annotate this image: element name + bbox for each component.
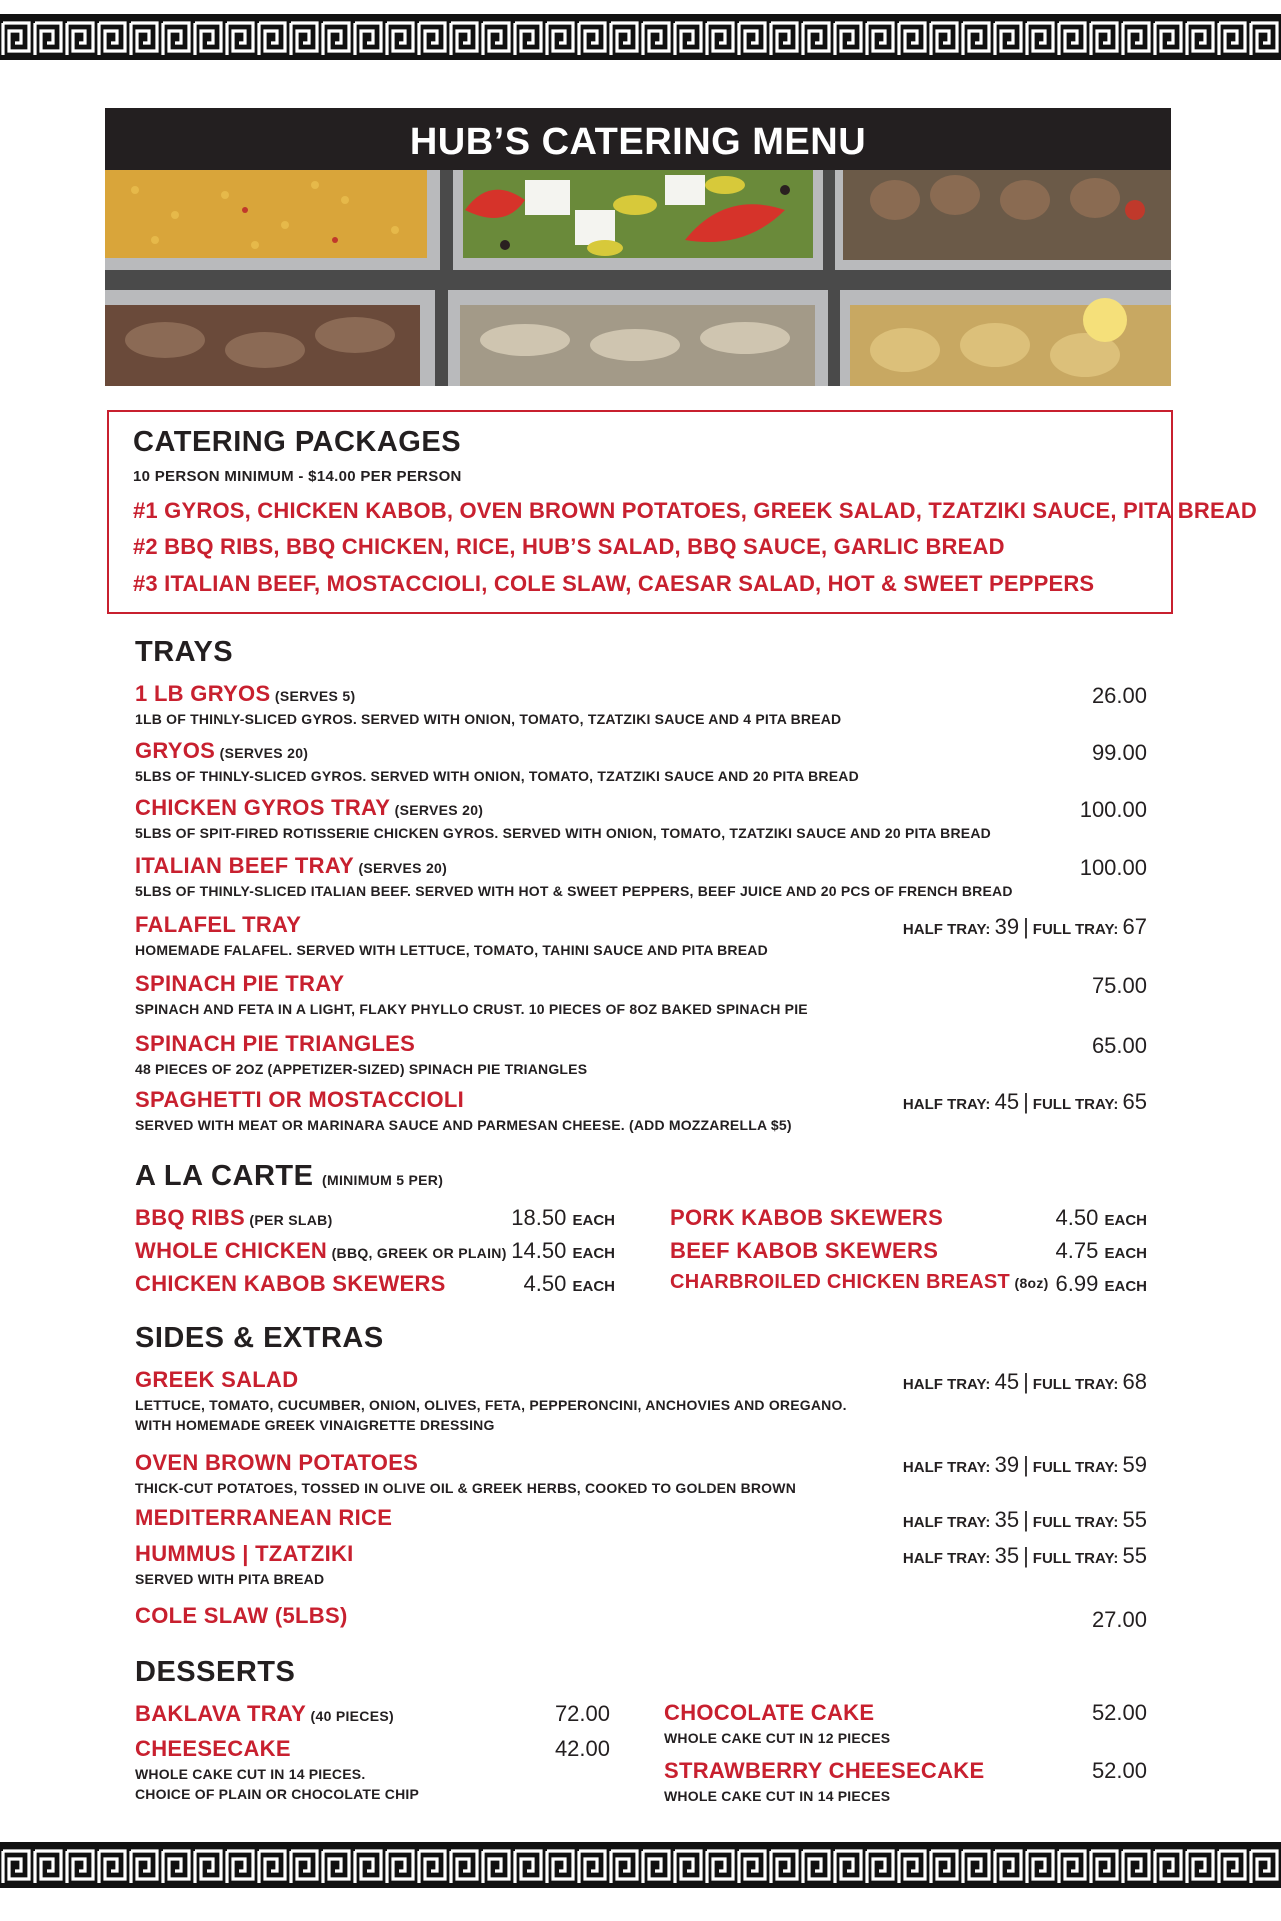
price-unit: EACH bbox=[1104, 1245, 1147, 1262]
packages-title: CATERING PACKAGES bbox=[133, 426, 462, 458]
side-item bbox=[135, 1450, 1147, 1496]
half-tray-price: 35 bbox=[994, 1543, 1020, 1568]
price-divider: | bbox=[1023, 1507, 1029, 1532]
alacarte-title bbox=[135, 1160, 443, 1193]
item-name: PORK KABOB SKEWERS bbox=[670, 1205, 944, 1230]
price-unit: EACH bbox=[572, 1278, 615, 1295]
price-unit: EACH bbox=[572, 1245, 615, 1262]
item-serves: (SERVES 5) bbox=[274, 688, 356, 704]
item-description: WHOLE CAKE CUT IN 14 PIECES. bbox=[135, 1766, 366, 1782]
price-value: 14.50 bbox=[511, 1238, 567, 1263]
alacarte-note: (MINIMUM 5 PER) bbox=[322, 1172, 444, 1188]
item-note: (BBQ, GREEK OR PLAIN) bbox=[331, 1245, 507, 1261]
tray-item bbox=[135, 795, 1147, 841]
price-value: 6.99 bbox=[1055, 1271, 1099, 1296]
price-value: 18.50 bbox=[511, 1205, 567, 1230]
item-name: FALAFEL TRAY bbox=[135, 912, 302, 937]
item-name: SPINACH PIE TRIANGLES bbox=[135, 1031, 416, 1056]
item-name: BBQ RIBS bbox=[135, 1205, 245, 1230]
item-description: 1LB OF THINLY-SLICED GYROS. SERVED WITH ONION, TOMATO, TZATZIKI SAUCE AND 4 PITA BREAD bbox=[135, 711, 842, 727]
item-description: THICK-CUT POTATOES, TOSSED IN OLIVE OIL & GREEK HERBS, COOKED TO GOLDEN BROWN bbox=[135, 1480, 796, 1496]
item-description: HOMEMADE FALAFEL. SERVED WITH LETTUCE, TOMATO, TAHINI SAUCE AND PITA BREAD bbox=[135, 942, 768, 958]
full-tray-label: FULL TRAY: bbox=[1032, 1376, 1119, 1393]
full-tray-label: FULL TRAY: bbox=[1032, 1514, 1119, 1531]
item-name: COLE SLAW (5LBS) bbox=[135, 1603, 348, 1628]
price-divider: | bbox=[1023, 1543, 1029, 1568]
tray-item bbox=[135, 853, 1147, 899]
item-price bbox=[1056, 1205, 1147, 1231]
item-description: WHOLE CAKE CUT IN 14 PIECES bbox=[664, 1788, 891, 1804]
item-price: 75.00 bbox=[1091, 973, 1147, 998]
full-tray-label: FULL TRAY: bbox=[1032, 1459, 1119, 1476]
side-item bbox=[135, 1603, 1147, 1632]
half-tray-label: HALF TRAY: bbox=[902, 1096, 991, 1113]
dessert-item bbox=[664, 1700, 1147, 1746]
item-price: 100.00 bbox=[1079, 855, 1147, 880]
full-tray-label: FULL TRAY: bbox=[1032, 1550, 1119, 1567]
item-name: CHARBROILED CHICKEN BREAST bbox=[670, 1271, 1011, 1293]
half-tray-label: HALF TRAY: bbox=[902, 1376, 991, 1393]
price-value: 4.50 bbox=[523, 1271, 567, 1296]
item-name: CHICKEN GYROS TRAY bbox=[135, 795, 391, 820]
full-tray-label: FULL TRAY: bbox=[1032, 1096, 1119, 1113]
price-unit: EACH bbox=[1104, 1278, 1147, 1295]
package-3: #3 ITALIAN BEEF, MOSTACCIOLI, COLE SLAW, CAESAR SALAD, HOT & SWEET PEPPERS bbox=[133, 571, 1095, 596]
half-tray-price: 39 bbox=[994, 1452, 1020, 1477]
item-name: CHICKEN KABOB SKEWERS bbox=[135, 1271, 446, 1296]
item-description-2: CHOICE OF PLAIN OR CHOCOLATE CHIP bbox=[135, 1786, 420, 1802]
item-description: SPINACH AND FETA IN A LIGHT, FLAKY PHYLLO CRUST. 10 PIECES OF 8OZ BAKED SPINACH PIE bbox=[135, 1001, 808, 1017]
full-tray-price: 59 bbox=[1122, 1452, 1147, 1477]
half-tray-price: 35 bbox=[994, 1507, 1020, 1532]
side-item bbox=[135, 1505, 1147, 1531]
side-item bbox=[135, 1541, 1147, 1587]
item-name: 1 LB GRYOS bbox=[135, 681, 271, 706]
item-name: SPINACH PIE TRAY bbox=[135, 971, 345, 996]
tray-item bbox=[135, 1031, 1147, 1077]
item-name: GRYOS bbox=[135, 738, 216, 763]
price-unit: EACH bbox=[572, 1212, 615, 1229]
item-description: WHOLE CAKE CUT IN 12 PIECES bbox=[664, 1730, 891, 1746]
catering-trays-photo bbox=[105, 170, 1171, 386]
item-description: 5LBS OF THINLY-SLICED ITALIAN BEEF. SERVED WITH HOT & SWEET PEPPERS, BEEF JUICE AND 20 PCS OF FRENCH BREAD bbox=[135, 883, 1013, 899]
tray-item bbox=[135, 1087, 1147, 1133]
half-tray-price: 39 bbox=[994, 914, 1020, 939]
tray-item bbox=[135, 738, 1147, 784]
tray-price bbox=[903, 1089, 1147, 1115]
tray-price bbox=[903, 1452, 1147, 1478]
item-description: LETTUCE, TOMATO, CUCUMBER, ONION, OLIVES, FETA, PEPPERONCINI, ANCHOVIES AND OREGANO. bbox=[135, 1397, 847, 1413]
alacarte-item bbox=[670, 1271, 1147, 1294]
item-price: 100.00 bbox=[1079, 797, 1147, 822]
item-name: GREEK SALAD bbox=[135, 1367, 299, 1392]
item-note: (8oz) bbox=[1014, 1275, 1049, 1291]
full-tray-label: FULL TRAY: bbox=[1032, 921, 1119, 938]
alacarte-item bbox=[135, 1271, 615, 1297]
price-divider: | bbox=[1023, 1452, 1029, 1477]
item-price: 26.00 bbox=[1091, 683, 1147, 708]
item-name: MEDITERRANEAN RICE bbox=[135, 1505, 393, 1530]
dessert-item bbox=[135, 1701, 610, 1727]
half-tray-label: HALF TRAY: bbox=[902, 1550, 991, 1567]
item-price: 52.00 bbox=[1091, 1758, 1147, 1783]
alacarte-item bbox=[135, 1205, 615, 1231]
alacarte-item bbox=[670, 1238, 1147, 1264]
tray-price bbox=[903, 1369, 1147, 1395]
half-tray-label: HALF TRAY: bbox=[902, 921, 991, 938]
item-name: BAKLAVA TRAY bbox=[135, 1701, 307, 1726]
item-serves: (SERVES 20) bbox=[219, 745, 309, 761]
greek-key-border-bottom bbox=[0, 1842, 1281, 1888]
item-price bbox=[1056, 1271, 1147, 1297]
header-banner bbox=[105, 108, 1171, 386]
price-value: 4.50 bbox=[1055, 1205, 1099, 1230]
dessert-item bbox=[135, 1736, 610, 1802]
package-2: #2 BBQ RIBS, BBQ CHICKEN, RICE, HUB’S SALAD, BBQ SAUCE, GARLIC BREAD bbox=[133, 534, 1005, 559]
desserts-title: DESSERTS bbox=[135, 1656, 296, 1688]
item-description: 5LBS OF THINLY-SLICED GYROS. SERVED WITH ONION, TOMATO, TZATZIKI SAUCE AND 20 PITA BREAD bbox=[135, 768, 859, 784]
item-price bbox=[524, 1271, 615, 1297]
item-note: (PER SLAB) bbox=[249, 1212, 333, 1228]
item-description: 5LBS OF SPIT-FIRED ROTISSERIE CHICKEN GYROS. SERVED WITH ONION, TOMATO, TZATZIKI SAUCE AND 20 PITA BREAD bbox=[135, 825, 991, 841]
greek-key-border-top bbox=[0, 14, 1281, 60]
tray-item bbox=[135, 681, 1147, 727]
price-divider: | bbox=[1023, 914, 1029, 939]
item-price: 42.00 bbox=[554, 1736, 610, 1761]
alacarte-item bbox=[135, 1238, 615, 1264]
item-price: 99.00 bbox=[1091, 740, 1147, 765]
item-price bbox=[511, 1238, 615, 1264]
tray-item bbox=[135, 971, 1147, 1017]
price-divider: | bbox=[1023, 1369, 1029, 1394]
item-serves: (SERVES 20) bbox=[394, 802, 484, 818]
item-name: CHEESECAKE bbox=[135, 1736, 291, 1761]
menu-title: HUB’S CATERING MENU bbox=[105, 108, 1171, 170]
item-note: (40 PIECES) bbox=[310, 1708, 394, 1724]
item-description: SERVED WITH MEAT OR MARINARA SAUCE AND PARMESAN CHEESE. (ADD MOZZARELLA $5) bbox=[135, 1117, 792, 1133]
alacarte-heading: A LA CARTE bbox=[135, 1160, 314, 1192]
half-tray-price: 45 bbox=[994, 1089, 1020, 1114]
trays-title: TRAYS bbox=[135, 636, 234, 668]
tray-price bbox=[903, 1507, 1147, 1533]
sides-title: SIDES & EXTRAS bbox=[135, 1322, 384, 1354]
price-unit: EACH bbox=[1104, 1212, 1147, 1229]
item-price bbox=[511, 1205, 615, 1231]
item-name: HUMMUS | TZATZIKI bbox=[135, 1541, 354, 1566]
item-name: WHOLE CHICKEN bbox=[135, 1238, 328, 1263]
item-name: CHOCOLATE CAKE bbox=[664, 1700, 875, 1725]
half-tray-label: HALF TRAY: bbox=[902, 1514, 991, 1531]
item-name: OVEN BROWN POTATOES bbox=[135, 1450, 419, 1475]
full-tray-price: 67 bbox=[1122, 914, 1147, 939]
tray-item bbox=[135, 912, 1147, 958]
item-price: 72.00 bbox=[554, 1701, 610, 1726]
dessert-item bbox=[664, 1758, 1147, 1804]
item-description: 48 PIECES OF 2OZ (APPETIZER-SIZED) SPINACH PIE TRIANGLES bbox=[135, 1061, 588, 1077]
half-tray-label: HALF TRAY: bbox=[902, 1459, 991, 1476]
price-divider: | bbox=[1023, 1089, 1029, 1114]
package-1: #1 GYROS, CHICKEN KABOB, OVEN BROWN POTATOES, GREEK SALAD, TZATZIKI SAUCE, PITA BREAD bbox=[133, 498, 1257, 523]
catering-packages-box bbox=[107, 410, 1257, 614]
item-price: 65.00 bbox=[1091, 1033, 1147, 1058]
full-tray-price: 65 bbox=[1122, 1089, 1147, 1114]
item-description: SERVED WITH PITA BREAD bbox=[135, 1571, 325, 1587]
full-tray-price: 68 bbox=[1122, 1369, 1147, 1394]
item-name: BEEF KABOB SKEWERS bbox=[670, 1238, 939, 1263]
full-tray-price: 55 bbox=[1122, 1507, 1147, 1532]
item-price: 52.00 bbox=[1091, 1700, 1147, 1725]
tray-price bbox=[903, 1543, 1147, 1569]
packages-note: 10 PERSON MINIMUM - $14.00 PER PERSON bbox=[133, 468, 462, 485]
price-value: 4.75 bbox=[1055, 1238, 1099, 1263]
half-tray-price: 45 bbox=[994, 1369, 1020, 1394]
item-name: SPAGHETTI OR MOSTACCIOLI bbox=[135, 1087, 465, 1112]
full-tray-price: 55 bbox=[1122, 1543, 1147, 1568]
item-description-2: WITH HOMEMADE GREEK VINAIGRETTE DRESSING bbox=[135, 1417, 495, 1433]
item-name: STRAWBERRY CHEESECAKE bbox=[664, 1758, 985, 1783]
item-price bbox=[1056, 1238, 1147, 1264]
alacarte-item bbox=[670, 1205, 1147, 1231]
tray-price bbox=[903, 914, 1147, 940]
item-price: 27.00 bbox=[1091, 1607, 1147, 1632]
item-serves: (SERVES 20) bbox=[358, 860, 448, 876]
item-name: ITALIAN BEEF TRAY bbox=[135, 853, 354, 878]
side-item bbox=[135, 1367, 1147, 1433]
